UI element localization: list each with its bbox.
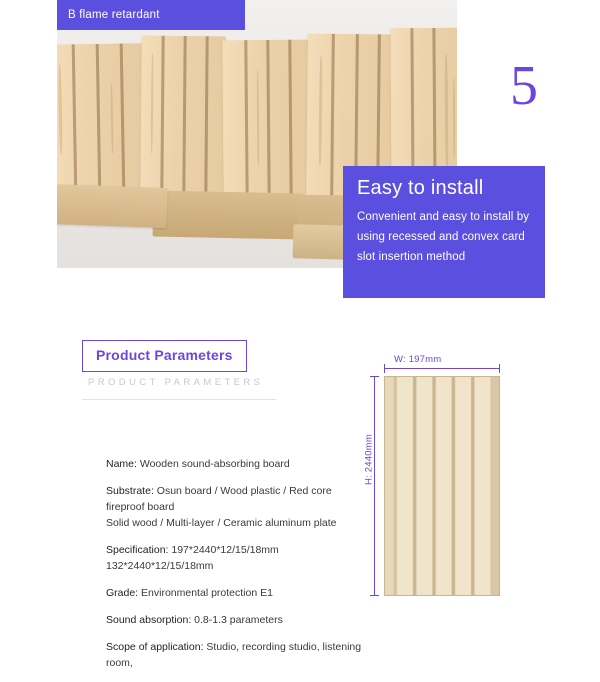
plank-edge [153,190,304,239]
spec-value-continued: Solid wood / Multi-layer / Ceramic aluminum plate [106,517,337,529]
dimension-diagram [356,336,566,600]
width-dimension-label: W: 197mm [394,354,442,365]
step-number: 5 [510,55,538,117]
spec-list [106,456,366,682]
spec-value: Environmental protection E1 [141,587,273,599]
width-dimension-line [384,368,500,369]
spec-value: Wooden sound-absorbing board [139,458,290,470]
easy-install-description: Convenient and easy to install by using recessed and convex card slot insertion method [357,211,530,263]
heading-divider [82,399,276,400]
product-parameters-section [0,312,600,669]
product-parameters-heading-box [82,340,247,372]
easy-install-title: Easy to install [357,177,484,199]
flame-retardant-label: B flame retardant [68,9,160,21]
spec-label: Scope of application: [106,641,204,653]
product-parameters-heading: Product Parameters [96,347,233,363]
spec-label: Grade: [106,587,139,599]
spec-label: Specification: [106,544,169,556]
spec-row [106,456,366,472]
spec-label: Name: [106,458,137,470]
spec-value: 0.8-1.3 parameters [194,614,283,626]
spec-value: Osun board / Wood plastic / Red core fireproof board [106,485,332,513]
wood-plank [57,43,144,195]
board-illustration [384,376,500,596]
spec-row [106,483,366,531]
spec-row [106,639,366,671]
hero-photo-section [0,0,600,310]
spec-value: 197*2440*12/15/18mm 132*2440*12/15/18mm [106,544,279,572]
easy-install-card [343,166,545,298]
flame-retardant-badge [57,0,245,30]
wood-plank-front [57,184,168,228]
spec-label: Substrate: [106,485,154,497]
wood-plank [140,36,225,195]
spec-row [106,542,366,574]
spec-row [106,612,366,628]
spec-row [106,585,366,601]
height-dimension-label: H: 2440mm [363,434,375,485]
wood-plank [222,40,309,201]
spec-label: Sound absorption: [106,614,192,626]
spec-value: Studio, recording studio, listening room, [106,641,362,669]
product-parameters-subheading: PRODUCT PARAMETERS [88,377,264,388]
